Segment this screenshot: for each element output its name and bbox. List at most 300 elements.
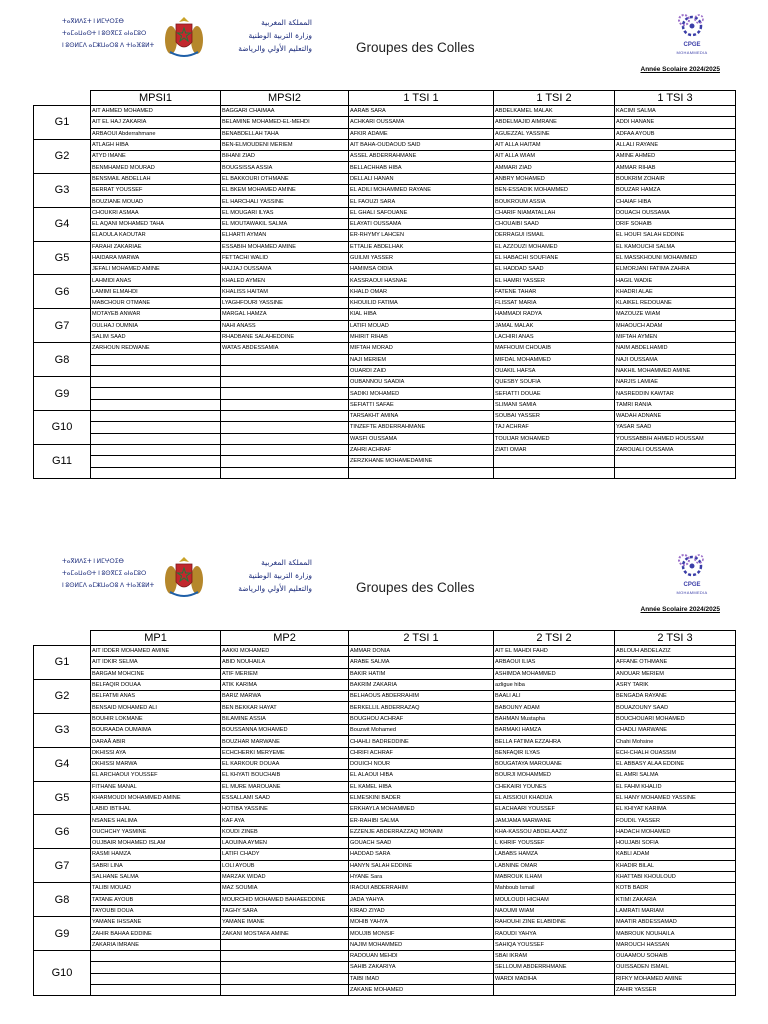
student-cell: EL KHYATI BOUCHAIB xyxy=(221,770,349,781)
student-cell: NASREDDIN KAWTAR xyxy=(615,388,736,399)
student-cell: BOUGSISSA ASSIA xyxy=(221,162,349,173)
student-cell: ECHCHERKI MERYEME xyxy=(221,747,349,758)
student-cell: EL ALAOUI HIBA xyxy=(349,770,494,781)
colles-table xyxy=(33,630,736,996)
table-row xyxy=(34,422,736,433)
student-cell: ANOUAR MERIEM xyxy=(615,668,736,679)
table-row xyxy=(34,905,736,916)
student-cell: AMMARI ZIAD xyxy=(494,162,615,173)
student-cell: BOURAADA OUMAIMA xyxy=(91,725,221,736)
student-cell: NAOUMI WIAM xyxy=(494,905,615,916)
student-cell: LABABS HAMZA xyxy=(494,849,615,860)
student-cell: MIFDAL MOHAMMED xyxy=(494,354,615,365)
table-row xyxy=(34,139,736,150)
ministry-logo xyxy=(62,554,312,604)
student-cell: EL KAMOUCHI SALMA xyxy=(615,241,736,252)
student-cell: NAIM ABDELHAMID xyxy=(615,343,736,354)
student-cell: SEFIATTI SAFAE xyxy=(349,399,494,410)
student-cell: CHEKAIRI YOUNES xyxy=(494,781,615,792)
table-row xyxy=(34,894,736,905)
student-cell: BOUGATAYA MAROUANE xyxy=(494,758,615,769)
table-row xyxy=(34,883,736,894)
student-cell xyxy=(615,456,736,467)
student-cell xyxy=(91,951,221,962)
column-header: MP2 xyxy=(221,631,349,646)
student-cell: ZAROUALI OUSSAMA xyxy=(615,444,736,455)
student-cell xyxy=(221,984,349,995)
student-cell: MOULOUDI HICHAM xyxy=(494,894,615,905)
student-cell xyxy=(91,456,221,467)
student-cell xyxy=(221,433,349,444)
table-row xyxy=(34,218,736,229)
student-cell: HAMIMSA OIDIA xyxy=(349,264,494,275)
student-cell: AIT IDKIR SELMA xyxy=(91,657,221,668)
student-cell: TINZEFTE ABDERRAHMANE xyxy=(349,422,494,433)
student-cell: ASSEL ABDERRAHMANE xyxy=(349,151,494,162)
student-cell: KHALISS HAITAM xyxy=(221,286,349,297)
student-cell: NAJI OUSSAMA xyxy=(615,354,736,365)
corner-cell xyxy=(34,631,91,646)
student-cell: AMINE AHMED xyxy=(615,151,736,162)
student-cell xyxy=(91,354,221,365)
student-cell: SLIMANI SAMIA xyxy=(494,399,615,410)
student-cell: TATANE AYOUB xyxy=(91,894,221,905)
student-cell: KHALED AYMEN xyxy=(221,275,349,286)
student-cell: RHADBANE SALAHEDDINE xyxy=(221,331,349,342)
table-row xyxy=(34,264,736,275)
student-cell: BAKIR HATIM xyxy=(349,668,494,679)
ministry-logo xyxy=(62,14,312,64)
student-cell: L KHRIF YOUSSEF xyxy=(494,838,615,849)
table-row xyxy=(34,691,736,702)
student-cell: BOUCHOUARI MOHAMED xyxy=(615,713,736,724)
student-cell: AFKIR ADAME xyxy=(349,128,494,139)
table-row xyxy=(34,433,736,444)
student-cell: ELAOULA KAOUTAR xyxy=(91,230,221,241)
student-cell: NARJIS LAMIAE xyxy=(615,377,736,388)
student-cell: MIFTAH MORAD xyxy=(349,343,494,354)
table-row xyxy=(34,951,736,962)
table-row xyxy=(34,117,736,128)
student-cell: AIT EL MAHDI FAHD xyxy=(494,646,615,657)
student-cell: HYANE Sara xyxy=(349,871,494,882)
group-label: G2 xyxy=(34,679,91,713)
student-cell: ADDI HANANE xyxy=(615,117,736,128)
student-cell: BAKRIM ZAKARIA xyxy=(349,679,494,690)
student-cell xyxy=(221,411,349,422)
student-cell: LAMIMI ELMAHDI xyxy=(91,286,221,297)
student-cell: LYAGHFOURI YASSINE xyxy=(221,298,349,309)
student-cell: EL HABACHI SOUFIANE xyxy=(494,252,615,263)
column-header: 1 TSI 1 xyxy=(349,91,494,106)
student-cell: JAMJAMA MARWANE xyxy=(494,815,615,826)
student-cell: BOUZIANE MOUAD xyxy=(91,196,221,207)
group-label: G7 xyxy=(34,309,91,343)
student-cell: CHADLI MARWANE xyxy=(615,725,736,736)
group-label: G11 xyxy=(34,444,91,478)
student-cell: MARZAK WIDAD xyxy=(221,871,349,882)
student-cell: ELACHAARI YOUSSEF xyxy=(494,804,615,815)
student-cell: ARABE SALMA xyxy=(349,657,494,668)
student-cell: BELFAQIR DOUAA xyxy=(91,679,221,690)
student-cell: MHAOUCH ADAM xyxy=(615,320,736,331)
page-title: Groupes des Colles xyxy=(356,580,475,595)
table-row xyxy=(34,770,736,781)
group-label: G5 xyxy=(34,241,91,275)
student-cell: SELLOUM ABDERRHMANE xyxy=(494,962,615,973)
student-cell: ERKHAYLA MOHAMMED xyxy=(349,804,494,815)
student-cell: YAMANE IMANE xyxy=(221,917,349,928)
student-cell: SADIKI MOHAMED xyxy=(349,388,494,399)
student-cell: AMMAR DONIA xyxy=(349,646,494,657)
student-cell: EL AZZOUZI MOHAMED xyxy=(494,241,615,252)
student-cell: HADDAD SARA xyxy=(349,849,494,860)
student-cell: LACHIRI ANAS xyxy=(494,331,615,342)
student-cell: FOUDIL YASSER xyxy=(615,815,736,826)
student-cell: TAYOUBI DOUA xyxy=(91,905,221,916)
table-header-row xyxy=(34,91,736,106)
student-cell: KHATTABI KHOULOUD xyxy=(615,871,736,882)
arabic-text: المملكة المغربية وزارة التربية الوطنية والتعليم الأولي والرياضة xyxy=(238,18,312,53)
group-label: G5 xyxy=(34,781,91,815)
student-cell: ZAHRI ACHRAF xyxy=(349,444,494,455)
student-cell xyxy=(221,354,349,365)
corner-cell xyxy=(34,91,91,106)
student-cell: BELLA FATIMA EZZAHRA xyxy=(494,736,615,747)
student-cell: KIAL HIBA xyxy=(349,309,494,320)
student-cell: JEFALI MOHAMED AMINE xyxy=(91,264,221,275)
student-cell xyxy=(91,433,221,444)
student-cell: GOUACH SAAD xyxy=(349,838,494,849)
student-cell: HAMMADI RADYA xyxy=(494,309,615,320)
student-cell: KACIMI SALMA xyxy=(615,106,736,117)
student-cell: Chahi Mohsine xyxy=(615,736,736,747)
student-cell: BELFATMI ANAS xyxy=(91,691,221,702)
student-cell: BEN-ELMOUDENI MERIEM xyxy=(221,139,349,150)
student-cell: KHARMOUDI MOHAMMED AMINE xyxy=(91,792,221,803)
student-cell: OUBANNOU SAADIA xyxy=(349,377,494,388)
group-label: G9 xyxy=(34,917,91,951)
table-row xyxy=(34,838,736,849)
student-cell: ATIF MERIEM xyxy=(221,668,349,679)
student-cell xyxy=(91,467,221,478)
student-cell: AIT ALLA WIAM xyxy=(494,151,615,162)
table-row xyxy=(34,185,736,196)
student-cell: DOUICH NOUR xyxy=(349,758,494,769)
student-cell: YAMANE IHSSANE xyxy=(91,917,221,928)
student-cell: EL AQANI MOHAMED TAHA xyxy=(91,218,221,229)
student-cell: NAJI MERIEM xyxy=(349,354,494,365)
student-cell: BARMAKI HAMZA xyxy=(494,725,615,736)
student-cell: AIT IDDER MOHAMED AMINE xyxy=(91,646,221,657)
student-cell: EL ARCHAOUI YOUSSEF xyxy=(91,770,221,781)
group-label: G8 xyxy=(34,883,91,917)
student-cell: OUARDI ZAID xyxy=(349,365,494,376)
table-row xyxy=(34,377,736,388)
student-cell: FATENE TAHAR xyxy=(494,286,615,297)
student-cell: RASMI HAMZA xyxy=(91,849,221,860)
student-cell: AARAB SARA xyxy=(349,106,494,117)
column-header: 2 TSI 1 xyxy=(349,631,494,646)
table-row xyxy=(34,230,736,241)
cpge-logo-subtext: MOHAMMEDIA xyxy=(676,50,708,55)
student-cell: ALLALI RAYANE xyxy=(615,139,736,150)
student-cell: EL KHIYAT KARIMA xyxy=(615,804,736,815)
group-label: G6 xyxy=(34,275,91,309)
student-cell: WARDI MADIHA xyxy=(494,973,615,984)
student-cell: BOUKROUM ASSIA xyxy=(494,196,615,207)
table-row xyxy=(34,792,736,803)
student-cell: MABROUK NOUHAILA xyxy=(615,928,736,939)
column-header: MPSI2 xyxy=(221,91,349,106)
column-header: 1 TSI 2 xyxy=(494,91,615,106)
student-cell: KASSRAOUI HASNAE xyxy=(349,275,494,286)
student-cell: CHRIFI ACHRAF xyxy=(349,747,494,758)
student-cell: EL HANY MOHAMED YASSINE xyxy=(615,792,736,803)
student-cell: EL GHALI SAFOUANE xyxy=(349,207,494,218)
student-cell: BARGAM MOHCINE xyxy=(91,668,221,679)
student-cell: BENSAID MOHAMED ALI xyxy=(91,702,221,713)
table-row xyxy=(34,252,736,263)
table-row xyxy=(34,781,736,792)
student-cell: KOUDI ZINEB xyxy=(221,826,349,837)
school-year: Année Scolaire 2024/2025 xyxy=(640,66,720,73)
student-cell: ARBAOUI Abderrahmane xyxy=(91,128,221,139)
student-cell: FARAHI ZAKARIAE xyxy=(91,241,221,252)
student-cell: AGUEZZAL YASSINE xyxy=(494,128,615,139)
student-cell: ER-RAHIBI SALMA xyxy=(349,815,494,826)
student-cell: EL MOUTAWAKIL SALMA xyxy=(221,218,349,229)
student-cell: MAROUCH HASSAN xyxy=(615,939,736,950)
student-cell: GUILMI YASSER xyxy=(349,252,494,263)
group-label: G10 xyxy=(34,411,91,445)
group-label: G7 xyxy=(34,849,91,883)
student-cell: SABRI LINA xyxy=(91,860,221,871)
table-row xyxy=(34,320,736,331)
column-header: 1 TSI 3 xyxy=(615,91,736,106)
table-row xyxy=(34,939,736,950)
student-cell: OUAAMOU SOHAIB xyxy=(615,951,736,962)
student-cell: AIT BAHA-OUDAOUD SAID xyxy=(349,139,494,150)
table-row xyxy=(34,657,736,668)
student-cell: BAGGARI CHAIMAA xyxy=(221,106,349,117)
student-cell: OUAKIL HAFSA xyxy=(494,365,615,376)
student-cell: BERRAT YOUSSEF xyxy=(91,185,221,196)
student-cell: EL KAMEL HIBA xyxy=(349,781,494,792)
student-cell: DKHISSI MARWA xyxy=(91,758,221,769)
student-cell: FITHANE MANAL xyxy=(91,781,221,792)
table-row xyxy=(34,736,736,747)
student-cell: JAMAL MALAK xyxy=(494,320,615,331)
student-cell: BILAMINE ASSIA xyxy=(221,713,349,724)
table-row xyxy=(34,207,736,218)
table-row xyxy=(34,860,736,871)
student-cell: MOUJIB MONSIF xyxy=(349,928,494,939)
student-cell: BOUKRIM ZOHAIR xyxy=(615,173,736,184)
student-cell: DARAÂ ABIR xyxy=(91,736,221,747)
student-cell: HOUJABI SOFIA xyxy=(615,838,736,849)
student-cell xyxy=(221,456,349,467)
student-cell: EL KARKOUR DOUAA xyxy=(221,758,349,769)
student-cell xyxy=(91,388,221,399)
student-cell: EL AISSIOUI KHADIJA xyxy=(494,792,615,803)
table-row xyxy=(34,928,736,939)
student-cell: TALIBI MOUAD xyxy=(91,883,221,894)
group-label: G9 xyxy=(34,377,91,411)
student-cell: ER-RHYMY LAHCEN xyxy=(349,230,494,241)
student-cell: MAATIR ABDESSAMAD xyxy=(615,917,736,928)
student-cell: OUJBAIR MOHAMED ISLAM xyxy=(91,838,221,849)
student-cell: ZERZKHANE MOHAMEDAMINE xyxy=(349,456,494,467)
student-cell: AAKKI MOHAMED xyxy=(221,646,349,657)
table-row xyxy=(34,354,736,365)
student-cell: KHADIR BILAL xyxy=(615,860,736,871)
table-row xyxy=(34,196,736,207)
student-cell: BENFAQIR ILYAS xyxy=(494,747,615,758)
student-cell: HANYN SALAH EDDINE xyxy=(349,860,494,871)
table-row xyxy=(34,365,736,376)
table-row xyxy=(34,826,736,837)
student-cell: DRIF SOHAIB xyxy=(615,218,736,229)
student-cell: RIFKY MOHAMED AMINE xyxy=(615,973,736,984)
student-cell: BOUSSANNA MOHAMED xyxy=(221,725,349,736)
page-header xyxy=(0,540,768,630)
student-cell: WATAS ABDESSAMIA xyxy=(221,343,349,354)
table-row xyxy=(34,388,736,399)
student-cell: ELHARTI AYMAN xyxy=(221,230,349,241)
table-row xyxy=(34,804,736,815)
student-cell: HADACH MOHAMED xyxy=(615,826,736,837)
student-cell: OULHAJ OUMNIA xyxy=(91,320,221,331)
student-cell: BOUGHOU ACHRAF xyxy=(349,713,494,724)
table-row xyxy=(34,984,736,995)
student-cell: ELMESKINI BADER xyxy=(349,792,494,803)
student-cell: EZZENJE ABDERRAZZAQ MONAIM xyxy=(349,826,494,837)
student-cell xyxy=(221,962,349,973)
student-cell: BERKELLIL ABDERRAZAQ xyxy=(349,702,494,713)
student-cell: HOTIBA YASSINE xyxy=(221,804,349,815)
student-cell xyxy=(91,399,221,410)
student-cell: BOUAZOUNY SAAD xyxy=(615,702,736,713)
student-cell: BELHAOUS ABDERRAHIM xyxy=(349,691,494,702)
student-cell xyxy=(221,951,349,962)
student-cell: ATLAGH HIBA xyxy=(91,139,221,150)
student-cell: AMMAR RIHAB xyxy=(615,162,736,173)
cpge-logo-text: CPGE xyxy=(683,582,701,588)
student-cell: azligue hiba xyxy=(494,679,615,690)
table-row xyxy=(34,702,736,713)
student-cell: EL HARCHALI YASSINE xyxy=(221,196,349,207)
morocco-coat-of-arms-icon xyxy=(162,14,206,60)
table-row xyxy=(34,758,736,769)
student-cell: KIRAD ZIYAD xyxy=(349,905,494,916)
student-cell: MOURCHID MOHAMED BAHAEEDDINE xyxy=(221,894,349,905)
student-cell: ABLOUH ABDELAZIZ xyxy=(615,646,736,657)
table-row xyxy=(34,173,736,184)
student-cell xyxy=(91,422,221,433)
student-cell: ESSALLAMI SAAD xyxy=(221,792,349,803)
column-header: MP1 xyxy=(91,631,221,646)
group-label: G6 xyxy=(34,815,91,849)
table-row xyxy=(34,713,736,724)
student-cell: ABDELMAJID AIMRANE xyxy=(494,117,615,128)
student-cell: ECH-CHALH OUASSIM xyxy=(615,747,736,758)
amazigh-text: ⵜⴰⴳⵍⴷⵉⵜ ⵏ ⵍⵎⵖⵔⵉⴱ ⵜⴰⵎⴰⵡⴰⵙⵜ ⵏ ⵓⵙⴳⵎⵉ ⴰⵏⴰⵎⵓⵔ ⵏ ⵓⵙⵍⵎⴷ ⴰⵎⵣⵡⴰⵔⵓ ⴷ ⵜⵏⴰⴼⵓⵍⵜ xyxy=(62,19,155,49)
arabic-text: المملكة المغربية وزارة التربية الوطنية والتعليم الأولي والرياضة xyxy=(238,558,312,593)
student-cell: MOTAYEB ANWAR xyxy=(91,309,221,320)
student-cell: EL BAKKOURI OTHMANE xyxy=(221,173,349,184)
student-cell: SALHANE SALMA xyxy=(91,871,221,882)
student-cell: LAOUINA AYMEN xyxy=(221,838,349,849)
student-cell: EL FAOUZI SARA xyxy=(349,196,494,207)
student-cell: HAJJAJ OUSSAMA xyxy=(221,264,349,275)
student-cell: SAHIB ZAKARIYA xyxy=(349,962,494,973)
student-cell xyxy=(221,388,349,399)
student-cell xyxy=(91,411,221,422)
student-cell: CHAHLI BADREDDINE xyxy=(349,736,494,747)
student-cell: AIT EL HAJ ZAKARIA xyxy=(91,117,221,128)
student-cell: BOUZHAR MARWANE xyxy=(221,736,349,747)
student-cell: KHOUILID FATIMA xyxy=(349,298,494,309)
table-row xyxy=(34,679,736,690)
student-cell xyxy=(221,444,349,455)
table-row xyxy=(34,128,736,139)
student-cell: BENMHAMED MOURAD xyxy=(91,162,221,173)
table-row xyxy=(34,343,736,354)
student-cell xyxy=(221,467,349,478)
student-cell: BOURJI MOHAMMED xyxy=(494,770,615,781)
student-cell: NAHI ANASS xyxy=(221,320,349,331)
student-cell: SALIM SAAD xyxy=(91,331,221,342)
student-cell: HAGIL WADIE xyxy=(615,275,736,286)
student-cell xyxy=(91,984,221,995)
student-cell: LABNINE OMAR xyxy=(494,860,615,871)
student-cell: BEN BEKKAR HAYAT xyxy=(221,702,349,713)
student-cell xyxy=(615,467,736,478)
colles-section-1 xyxy=(0,0,768,468)
student-cell: KABLI ADAM xyxy=(615,849,736,860)
colles-table xyxy=(33,90,736,479)
student-cell: MAZ SOUMIA xyxy=(221,883,349,894)
column-header: MPSI1 xyxy=(91,91,221,106)
student-cell: ARBAOUI ILIAS xyxy=(494,657,615,668)
group-label: G4 xyxy=(34,207,91,241)
student-cell: EL MASSKHOUNI MOHAMMED xyxy=(615,252,736,263)
column-header: 2 TSI 2 xyxy=(494,631,615,646)
student-cell: YOUSSABBIH AHMED HOUSSAM xyxy=(615,433,736,444)
student-cell: BOUZAR HAMZA xyxy=(615,185,736,196)
student-cell: SBAI IKRAM xyxy=(494,951,615,962)
group-label: G10 xyxy=(34,951,91,996)
student-cell: ZAKARIA IMRANE xyxy=(91,939,221,950)
student-cell: ZAKANE MOHAMED xyxy=(349,984,494,995)
student-cell: BARIZ MARWA xyxy=(221,691,349,702)
student-cell: BAHMAN Mustapha xyxy=(494,713,615,724)
student-cell xyxy=(494,984,615,995)
table-row xyxy=(34,917,736,928)
table-row xyxy=(34,962,736,973)
student-cell: KTIMI ZAKARIA xyxy=(615,894,736,905)
student-cell: YASAR SAAD xyxy=(615,422,736,433)
group-label: G1 xyxy=(34,106,91,140)
group-label: G4 xyxy=(34,747,91,781)
student-cell: BOUHIR LOKMANE xyxy=(91,713,221,724)
student-cell: SEFIATTI DOUAE xyxy=(494,388,615,399)
student-cell: MARGAL HAMZA xyxy=(221,309,349,320)
morocco-coat-of-arms-icon xyxy=(162,554,206,600)
student-cell: OUCHCHY YASMINE xyxy=(91,826,221,837)
student-cell: EL ADILI MOHAMMED RAYANE xyxy=(349,185,494,196)
